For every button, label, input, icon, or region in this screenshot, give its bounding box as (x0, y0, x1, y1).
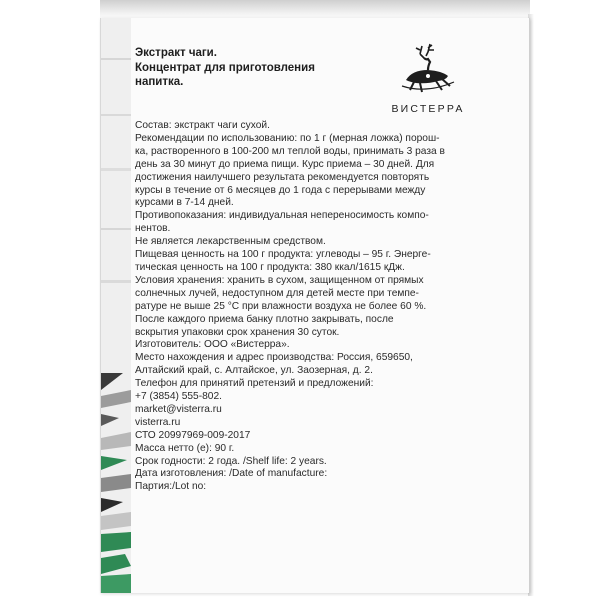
label-line: Масса нетто (е): 90 г. (135, 442, 235, 454)
label-line: Дата изготовления: /Date of manufacture: (135, 468, 328, 480)
label-line: Партия:/Lot no: (135, 481, 207, 493)
label-line: Противопоказания: индивидуальная непереносимость компо- (135, 210, 429, 222)
label-line: солнечных лучей, недоступном для детей месте при темпе- (135, 287, 419, 299)
label-line: Телефон для принятий претензий и предложений: (135, 378, 374, 390)
label-line: ка, растворенного в 100-200 мл теплой воды, принимать 3 раза в (135, 145, 445, 157)
label-line: курсами в 7-14 дней. (135, 197, 234, 209)
label-line: тическая ценность на 100 г продукта: 380 ккал/1615 кДж. (135, 261, 405, 273)
label-line: день за 30 минут до приема пищи. Курс приема – 30 дней. Для (135, 158, 435, 170)
label-line: Рекомендации по использованию: по 1 г (мерная ложка) порош- (135, 132, 440, 144)
label-line: Состав: экстракт чаги сухой. (135, 120, 270, 131)
label-line: Алтайский край, с. Алтайское, ул. Заозерная, д. 2. (135, 365, 373, 377)
label-line: вскрытия упаковки срок хранения 30 суток. (135, 326, 340, 338)
title-line-3: напитка. (135, 76, 184, 88)
label-line: Не является лекарственным средством. (135, 236, 326, 248)
label-line: Место нахождения и адрес производства: Россия, 659650, (135, 352, 413, 364)
label-line: Изготовитель: ООО «Вистерра». (135, 339, 290, 351)
label-line: visterra.ru (135, 416, 181, 428)
label-line: нентов. (135, 223, 171, 235)
label-line: Условия хранения: хранить в сухом, защищенном от прямых (135, 274, 424, 286)
label-line: ратуре не выше 25 °С при влажности воздуха не более 60 %. (135, 300, 427, 312)
label-line: market@visterra.ru (135, 403, 222, 415)
label-text (135, 120, 503, 494)
birch-bark-stripe (101, 18, 131, 593)
deer-logo-icon (398, 40, 458, 96)
brand-block (363, 40, 493, 120)
title-line-1: Экстракт чаги. (135, 47, 217, 59)
label-line: Срок годности: 2 года. /Shelf life: 2 years. (135, 455, 327, 467)
brand-name: ВИСТЕРРА (391, 103, 465, 115)
product-title (135, 46, 385, 90)
label-line: достижения наилучшего результата рекомендуется повторять (135, 171, 430, 183)
birch-pattern (101, 18, 131, 593)
label-line: После каждого приема банку плотно закрывать, после (135, 313, 394, 325)
title-line-2: Концентрат для приготовления (135, 61, 315, 74)
label-line: курсы в течение от 6 месяцев до 1 года с перерывами между (135, 184, 426, 196)
label-line: Пищевая ценность на 100 г продукта: углеводы – 95 г. Энерге- (135, 249, 431, 261)
label-panel (100, 18, 530, 593)
label-line: СТО 20997969-009-2017 (135, 429, 251, 441)
label-line: +7 (3854) 555-802. (135, 391, 222, 403)
